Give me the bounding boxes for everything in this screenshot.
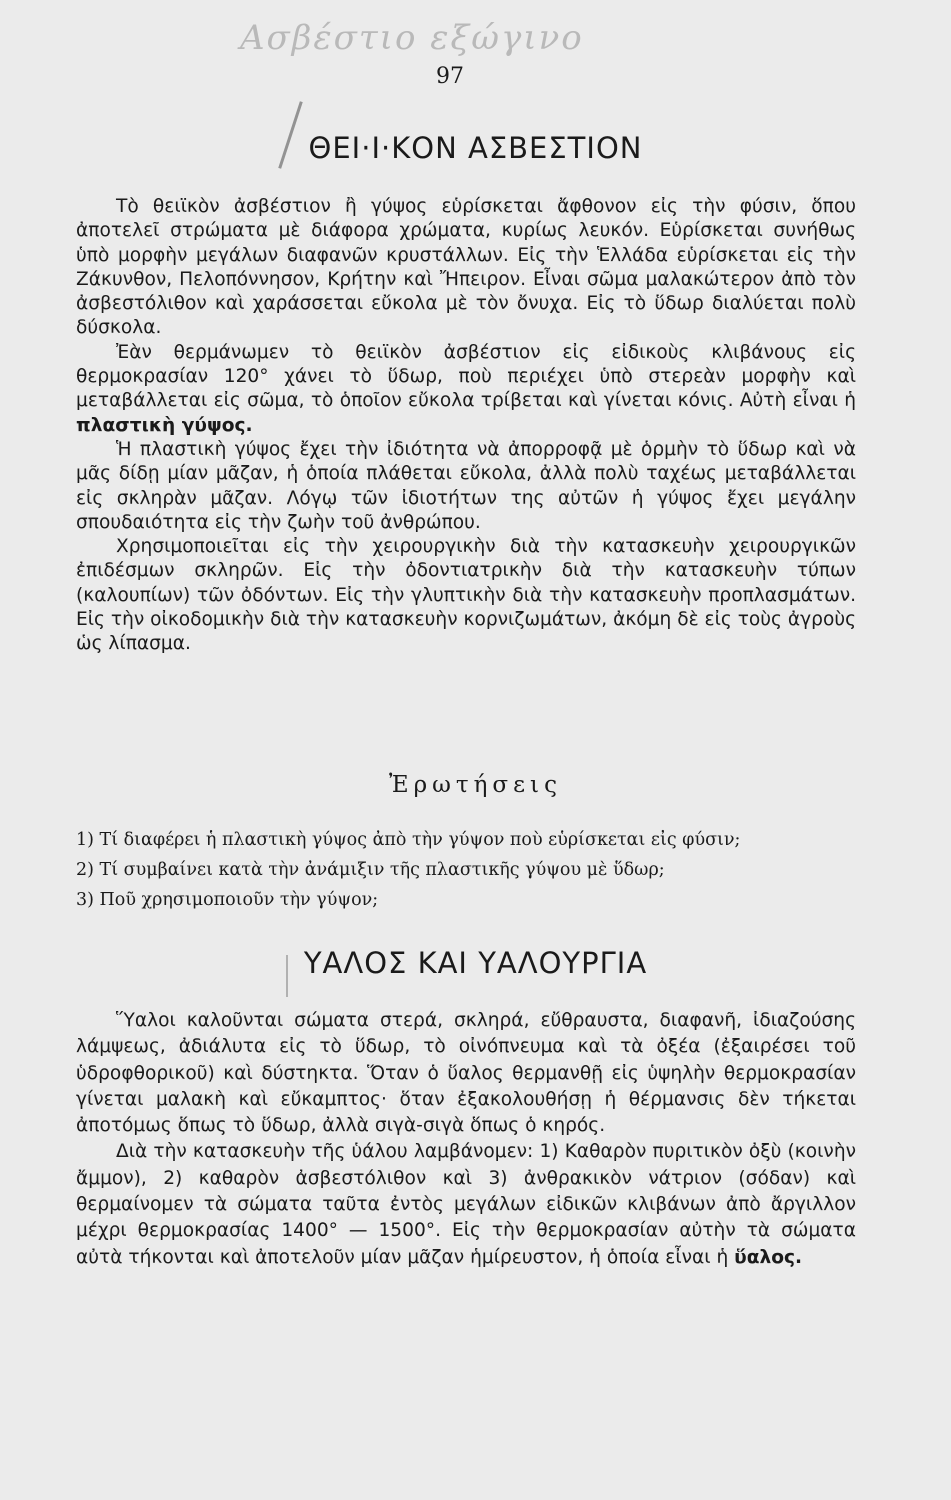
paragraph	[76, 341, 856, 438]
paragraph: Τὸ θειϊκὸν ἀσβέστιον ἢ γύψος εὑρίσκεται ἄφθονον εἰς τὴν φύσιν, ὅπου ἀποτελεῖ στρώματα μὲ διάφορα χρώματα, κυρίως λευκόν. Εὑρίσκεται συνήθως ὑπὸ μορφὴν μεγάλων διαφανῶν κρυστάλλων. Εἰς τὴν Ἑλλάδα εὑρίσκεται εἰς τὴν Ζάκυνθον, Πελοπόννησον, Κρήτην καὶ Ἤπειρον. Εἶναι σῶμα μαλακώτερον ἀπὸ τὸν ἀσβεστόλιθον καὶ χαράσσεται εὔκολα μὲ τὸν ὄνυχα. Εἰς τὸ ὕδωρ διαλύεται πολὺ δύσκολα.	[76, 196, 856, 339]
section-body-gypsum	[76, 195, 856, 657]
paragraph: Χρησιμοποιεῖται εἰς τὴν χειρουργικὴν διὰ τὴν κατασκευὴν χειρουργικῶν ἐπιδέσμων σκληρῶν. Εἰς τὴν ὀδοντιατρικὴν διὰ τὴν κατασκευὴν τύπων (καλουπίων) τῶν ὀδόντων. Εἰς τὴν γλυπτικὴν διὰ τὴν κατασκευὴν προπλασμάτων. Εἰς τὴν οἰκοδομικὴν διὰ τὴν κατασκευὴν κορνιζωμάτων, ἀκόμη δὲ εἰς τοὺς ἀγροὺς ὡς λίπασμα.	[76, 536, 856, 655]
section-body-glass	[76, 1008, 856, 1271]
question-item: 3) Ποῦ χρησιμοποιοῦν τὴν γύψον;	[76, 890, 379, 910]
questions-list	[76, 825, 866, 915]
questions-title: Ἐρωτήσεις	[389, 772, 562, 798]
section-title-gypsum: ΘΕΙ·Ι·ΚΟΝ ΑΣΒΕΣΤΙΟΝ	[308, 131, 643, 165]
paragraph-text: Ἐὰν θερμάνωμεν τὸ θειϊκὸν ἀσβέστιον εἰς εἰδικοὺς κλιβάνους εἰς θερμοκρασίαν 120° χάνει τὸ ὕδωρ, ποὺ περιέχει ὑπὸ στερεὰν μορφὴν καὶ μεταβάλλεται εἰς σῶμα, τὸ ὁποῖον εὔκολα τρίβεται καὶ γίνεται κόνις. Αὐτὴ εἶναι ἡ	[76, 341, 856, 412]
bold-term: πλαστικὴ γύψος.	[76, 414, 253, 436]
paragraph: Ὕαλοι καλοῦνται σώματα στερά, σκληρά, εὔθραυστα, διαφανῆ, ἰδιαζούσης λάμψεως, ἀδιάλυτα εἰς τὸ ὕδωρ, τὸ οἰνόπνευμα καὶ τὰ ὀξέα (ἐξαιρέσει τοῦ ὑδροφθορικοῦ) καὶ δύστηκτα. Ὅταν ὁ ὕαλος θερμανθῇ εἰς ὑψηλὴν θερμοκρασίαν γίνεται μαλακὴ καὶ εὔκαμπτος· ὅταν ἐξακολουθήσῃ ἡ θέρμανσις δὲν τήκεται ἀποτόμως ὅπως τὸ ὕδωρ, ἀλλὰ σιγὰ-σιγὰ ὅπως ὁ κηρός.	[76, 1010, 856, 1137]
paragraph: Ἡ πλαστικὴ γύψος ἔχει τὴν ἰδιότητα νὰ ἀπορροφᾷ μὲ ὁρμὴν τὸ ὕδωρ καὶ νὰ μᾶς δίδῃ μίαν μᾶζαν, ἡ ὁποία πλάθεται εὔκολα, ἀλλὰ πολὺ ταχέως μεταβάλλεται εἰς σκληρὰν μᾶζαν. Λόγῳ τῶν ἰδιοτήτων της αὐτῶν ἡ γύψος ἔχει μεγάλην σπουδαιότητα εἰς τὴν ζωὴν τοῦ ἀνθρώπου.	[76, 438, 856, 533]
section-title-glass: ΥΑΛΟΣ ΚΑΙ ΥΑΛΟΥΡΓΙΑ	[303, 946, 648, 980]
question-item: 1) Τί διαφέρει ἡ πλαστικὴ γύψος ἀπὸ τὴν γύψον ποὺ εὑρίσκεται εἰς φύσιν;	[76, 830, 741, 850]
bold-term: ὕαλος.	[734, 1246, 803, 1268]
paragraph-text: Διὰ τὴν κατασκευὴν τῆς ὑάλου λαμβάνομεν: 1) Καθαρὸν πυριτικὸν ὀξὺ (κοινὴν ἄμμον), 2) καθαρὸν ἀσβεστόλιθον καὶ 3) ἀνθρακικὸν νάτριον (σόδαν) καὶ θερμαίνομεν τὰ σώματα ταῦτα ἐντὸς μεγάλων εἰδικῶν κλιβάνων ἀπὸ ἄργιλλον μέχρι θερμοκρασίας 1400° — 1500°. Εἰς τὴν θερμοκρασίαν αὐτὴν τὰ σώματα αὐτὰ τήκονται καὶ ἀποτελοῦν μίαν μᾶζαν ἡμίρευστον, ἡ ὁποία εἶναι ἡ	[76, 1141, 856, 1268]
question-item: 2) Τί συμβαίνει κατὰ τὴν ἀνάμιξιν τῆς πλαστικῆς γύψου μὲ ὕδωρ;	[76, 860, 665, 880]
handwritten-note: Ασβέστιο εξώγινο	[240, 18, 584, 58]
page-number: 97	[436, 64, 464, 89]
paragraph	[76, 1139, 856, 1270]
